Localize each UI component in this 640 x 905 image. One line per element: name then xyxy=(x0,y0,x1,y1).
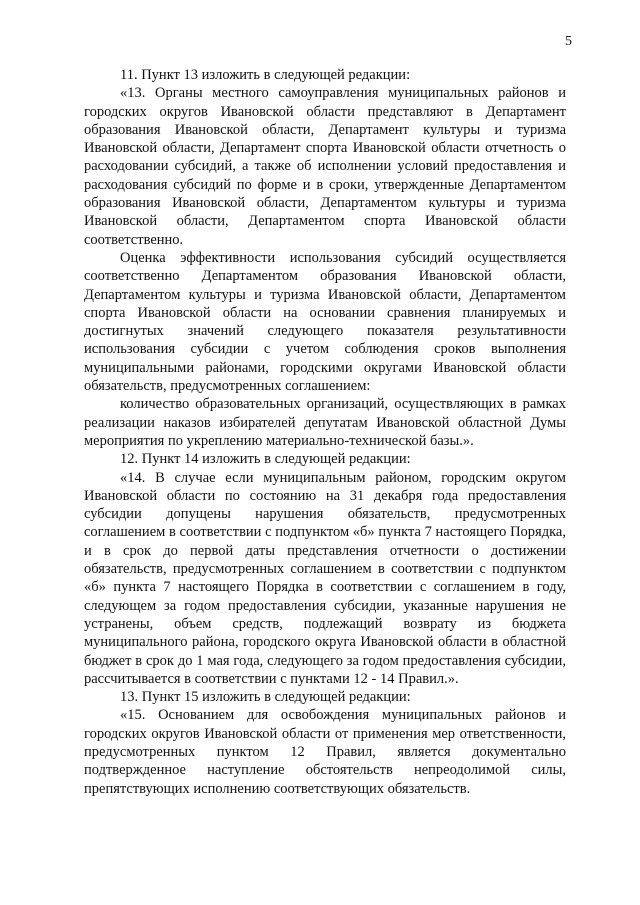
paragraph-clause-13: «13. Органы местного самоуправления муниципальных районов и городских округов Ивановской области представляют в Департамент образования Ивановской области, Департамент культуры и туризма Ивановской области, Департамент спорта Ивановской области отчетность о расходовании субсидий, а также об исполнении условий предоставления и расходования субсидий по форме и в сроки, утвержденные Департаментом образования Ивановской области, Департаментом культуры и туризма Ивановской области, Департаментом спорта Ивановской области соответственно. xyxy=(84,85,566,248)
paragraph-indicator: количество образовательных организаций, осуществляющих в рамках реализации наказов избирателей депутатам Ивановской областной Думы мероприятия по укреплению материально-технической базы.». xyxy=(84,396,566,449)
paragraph-clause-14: «14. В случае если муниципальным районом, городским округом Ивановской области по состоянию на 31 декабря года предоставления субсидии допущены нарушения обязательств, предусмотренных соглашением в соответствии с подпунктом «б» пункта 7 настоящего Порядка, и в срок до первой даты представления отчетности о достижении обязательств, предусмотренных соглашением в соответствии с подпунктом «б» пункта 7 настоящего Порядка в соответствии с соглашением в году, следующем за годом предоставления субсидии, указанные нарушения не устранены, объем средств, подлежащий возврату из бюджета муниципального района, городского округа Ивановской области в областной бюджет в срок до 1 мая года, следующего за годом предоставления субсидии, рассчитывается в соответствии с пунктами 12 - 14 Правил.». xyxy=(84,469,566,687)
paragraph-item-12-heading: 12. Пункт 14 изложить в следующей редакции: xyxy=(120,451,411,468)
document-body xyxy=(84,66,566,798)
paragraph-item-13-heading: 13. Пункт 15 изложить в следующей редакции: xyxy=(120,689,411,706)
paragraph-item-11-heading: 11. Пункт 13 изложить в следующей редакции: xyxy=(120,67,411,83)
paragraph-efficiency-evaluation: Оценка эффективности использования субсидий осуществляется соответственно Департаментом образования Ивановской области, Департаментом культуры и туризма Ивановской области, Департаментом спорта Ивановской области на основании сравнения планируемых и достигнутых значений следующего показателя результативности использования субсидии с учетом соблюдения сроков выполнения муниципальными районами, городскими округами Ивановской области обязательств, предусмотренных соглашением: xyxy=(84,249,566,395)
page-number: 5 xyxy=(565,34,572,49)
paragraph-clause-15: «15. Основанием для освобождения муниципальных районов и городских округов Ивановской области от применения мер ответственности, предусмотренных пунктом 12 Правил, является документально подтвержденное наступление обстоятельств непреодолимой силы, препятствующих исполнению соответствующих обязательств. xyxy=(84,707,566,797)
